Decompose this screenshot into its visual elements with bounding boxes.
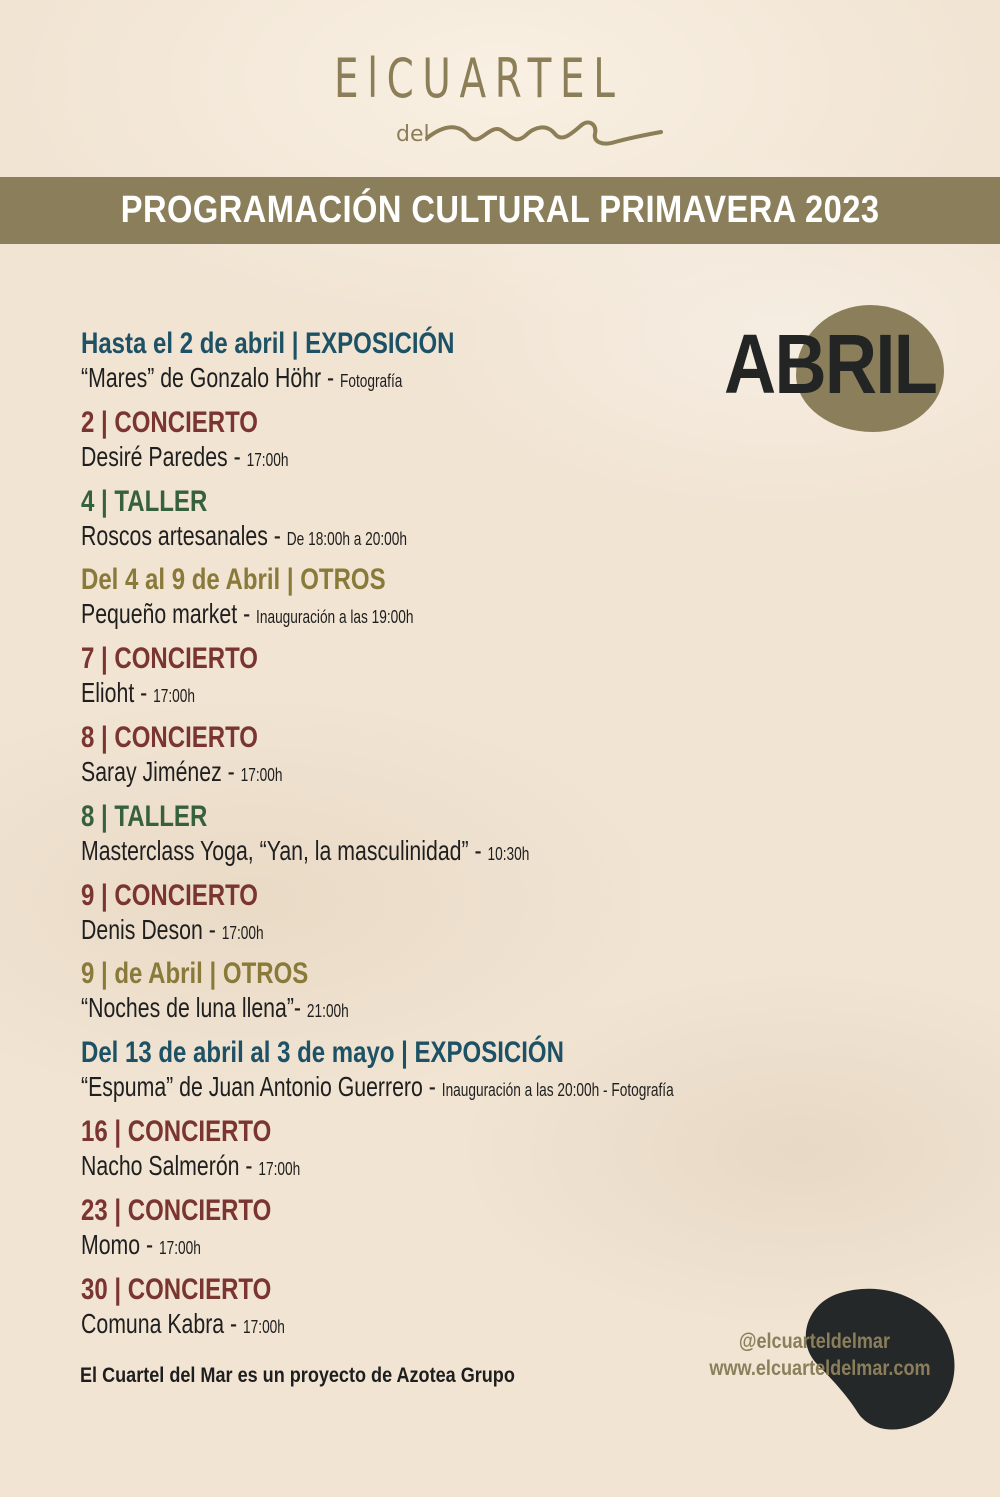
event-detail: 17:00h: [258, 1158, 301, 1179]
social-links: [680, 1328, 931, 1382]
event-description: [81, 1308, 613, 1343]
event-title: Desiré Paredes -: [81, 440, 247, 472]
event-detail: De 18:00h a 20:00h: [286, 528, 407, 549]
event-description: [81, 914, 613, 949]
event-heading: Del 13 de abril al 3 de mayo | EXPOSICIÓN: [81, 1036, 564, 1070]
event-title: Roscos artesanales -: [81, 519, 287, 551]
event-heading: 2 | CONCIERTO: [81, 405, 258, 439]
event-heading: 8 | TALLER: [81, 799, 208, 833]
instagram-handle[interactable]: @elcuarteldelmar: [738, 1330, 890, 1353]
brand-sub: del: [396, 122, 430, 147]
event-item: [81, 326, 781, 405]
event-heading: 23 | CONCIERTO: [81, 1193, 272, 1227]
title-banner: [0, 177, 1000, 244]
event-heading: Del 4 al 9 de Abril | OTROS: [81, 563, 386, 597]
event-detail: Fotografía: [340, 371, 403, 391]
event-heading: 16 | CONCIERTO: [81, 1114, 272, 1148]
event-description: [81, 362, 613, 397]
event-heading: 7 | CONCIERTO: [81, 642, 258, 676]
event-item: [81, 720, 781, 799]
event-title: “Noches de luna llena”-: [81, 992, 307, 1024]
footer-credit: El Cuartel del Mar es un proyecto de Azotea Grupo: [80, 1364, 515, 1387]
event-description: [81, 1071, 674, 1106]
event-detail: 10:30h: [487, 843, 530, 864]
event-heading: 4 | TALLER: [81, 484, 208, 518]
event-heading: 9 | de Abril | OTROS: [81, 957, 309, 991]
event-heading: 30 | CONCIERTO: [81, 1272, 272, 1306]
event-item: [81, 641, 781, 720]
event-item: [81, 956, 781, 1035]
event-description: [81, 835, 613, 870]
event-list: [81, 326, 781, 1350]
event-detail: 17:00h: [159, 1237, 201, 1258]
event-description: [81, 1150, 613, 1185]
event-title: “Mares” de Gonzalo Höhr -: [81, 362, 341, 393]
event-description: [81, 520, 613, 555]
page-title: PROGRAMACIÓN CULTURAL PRIMAVERA 2023: [120, 189, 880, 231]
event-detail: 17:00h: [221, 922, 264, 943]
event-title: Masterclass Yoga, “Yan, la masculinidad” -: [81, 834, 488, 866]
event-title: Comuna Kabra -: [81, 1307, 244, 1339]
event-title: Momo -: [81, 1228, 160, 1260]
event-description: [81, 598, 613, 633]
event-detail: 21:00h: [306, 1001, 349, 1022]
event-title: Denis Deson -: [81, 913, 222, 945]
event-description: [81, 677, 613, 712]
brand-logo: [330, 40, 670, 160]
event-title: Nacho Salmerón -: [81, 1149, 259, 1181]
event-detail: 17:00h: [246, 449, 289, 470]
event-detail: 17:00h: [243, 1316, 285, 1337]
event-heading: 8 | CONCIERTO: [81, 720, 258, 754]
event-title: “Espuma” de Juan Antonio Guerrero -: [81, 1071, 442, 1103]
event-item: [81, 562, 781, 641]
event-title: Pequeño market -: [81, 598, 257, 630]
event-description: [81, 992, 613, 1027]
event-item: [81, 1193, 781, 1272]
month-label: ABRIL: [724, 317, 937, 411]
event-title: Saray Jiménez -: [81, 755, 241, 787]
event-description: [81, 1229, 613, 1264]
event-heading: Hasta el 2 de abril | EXPOSICIÓN: [81, 327, 455, 360]
event-item: [81, 799, 781, 878]
event-detail: 17:00h: [153, 686, 195, 707]
event-item: [81, 1272, 781, 1351]
event-description: [81, 441, 613, 476]
wave-icon: [425, 110, 665, 160]
brand-name: ElCUARTEL: [334, 47, 624, 110]
event-detail: Inauguración a las 20:00h - Fotografía: [441, 1080, 674, 1101]
event-detail: 17:00h: [240, 764, 283, 785]
event-title: Elioht -: [81, 677, 154, 709]
event-item: [81, 878, 781, 957]
event-item: [81, 1035, 781, 1114]
event-item: [81, 405, 781, 484]
event-item: [81, 1114, 781, 1193]
event-heading: 9 | CONCIERTO: [81, 878, 258, 912]
event-detail: Inauguración a las 19:00h: [256, 607, 414, 628]
event-description: [81, 756, 613, 791]
event-item: [81, 484, 781, 563]
website-link[interactable]: www.elcuarteldelmar.com: [709, 1357, 931, 1380]
